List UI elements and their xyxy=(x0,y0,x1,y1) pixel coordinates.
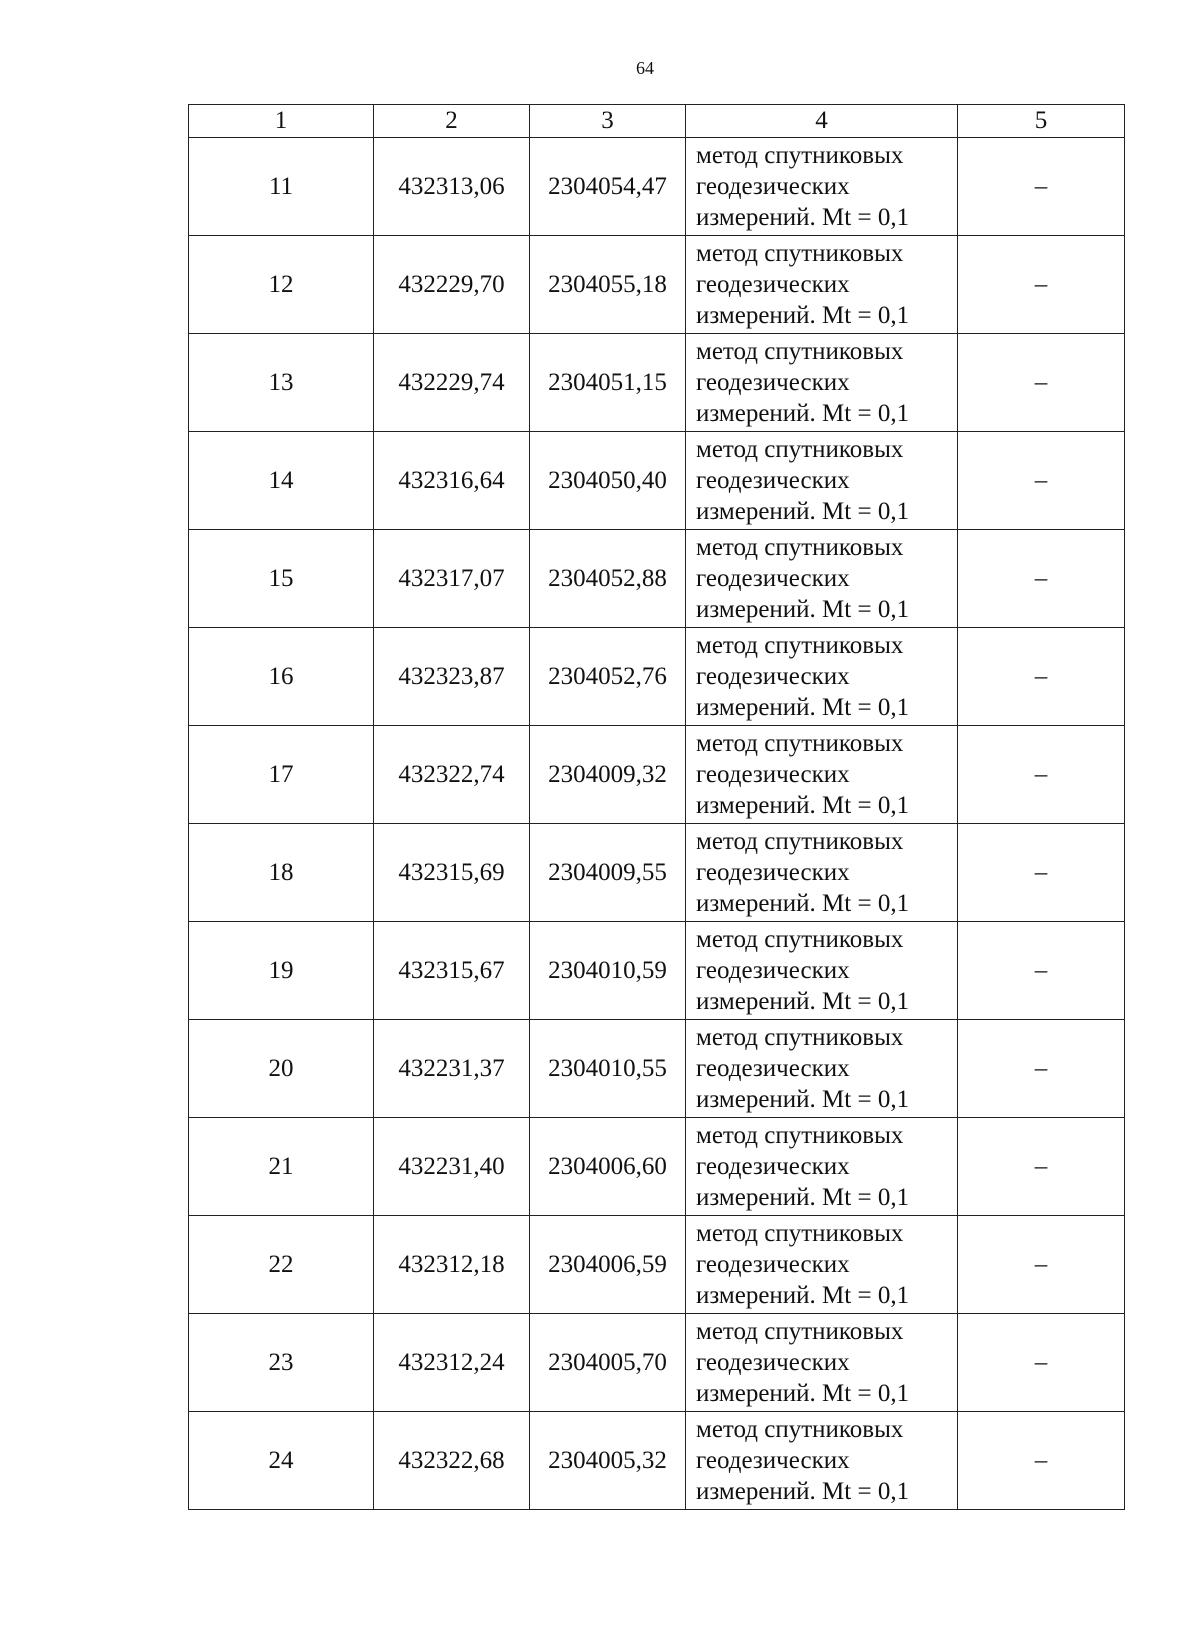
table-header xyxy=(189,105,1125,138)
method-line: измерений. Mt = 0,1 xyxy=(696,694,910,721)
header-col-3: 3 xyxy=(530,105,686,138)
note-cell: – xyxy=(958,1118,1125,1216)
method-cell xyxy=(686,432,958,530)
point-number-cell: 22 xyxy=(189,1216,374,1314)
point-number-cell: 21 xyxy=(189,1118,374,1216)
header-col-4: 4 xyxy=(686,105,958,138)
x-coordinate-cell: 432315,67 xyxy=(374,922,530,1020)
method-cell xyxy=(686,824,958,922)
x-coordinate-cell: 432323,87 xyxy=(374,628,530,726)
table-row xyxy=(189,1118,1125,1216)
header-col-1: 1 xyxy=(189,105,374,138)
method-line: геодезических xyxy=(696,565,850,592)
point-number-cell: 18 xyxy=(189,824,374,922)
method-cell xyxy=(686,236,958,334)
x-coordinate-cell: 432229,70 xyxy=(374,236,530,334)
table-row xyxy=(189,138,1125,236)
table-row xyxy=(189,726,1125,824)
note-cell: – xyxy=(958,334,1125,432)
method-cell xyxy=(686,628,958,726)
page-number: 64 xyxy=(636,58,654,78)
x-coordinate-cell: 432312,18 xyxy=(374,1216,530,1314)
y-coordinate-cell: 2304054,47 xyxy=(530,138,686,236)
method-line: метод спутниковых xyxy=(696,240,904,267)
x-coordinate-cell: 432231,37 xyxy=(374,1020,530,1118)
table-row xyxy=(189,432,1125,530)
method-line: метод спутниковых xyxy=(696,1220,904,1247)
method-line: измерений. Mt = 0,1 xyxy=(696,1184,910,1211)
header-col-2: 2 xyxy=(374,105,530,138)
method-line: геодезических xyxy=(696,1349,850,1376)
method-cell xyxy=(686,922,958,1020)
y-coordinate-cell: 2304010,55 xyxy=(530,1020,686,1118)
point-number-cell: 16 xyxy=(189,628,374,726)
method-line: метод спутниковых xyxy=(696,1318,904,1345)
y-coordinate-cell: 2304009,55 xyxy=(530,824,686,922)
method-line: геодезических xyxy=(696,1447,850,1474)
point-number-cell: 24 xyxy=(189,1412,374,1510)
method-line: метод спутниковых xyxy=(696,828,904,855)
method-line: измерений. Mt = 0,1 xyxy=(696,1282,910,1309)
method-line: измерений. Mt = 0,1 xyxy=(696,498,910,525)
method-line: геодезических xyxy=(696,173,850,200)
note-cell: – xyxy=(958,726,1125,824)
table-row xyxy=(189,922,1125,1020)
y-coordinate-cell: 2304006,60 xyxy=(530,1118,686,1216)
table-row xyxy=(189,334,1125,432)
method-line: измерений. Mt = 0,1 xyxy=(696,988,910,1015)
note-cell: – xyxy=(958,1412,1125,1510)
point-number-cell: 14 xyxy=(189,432,374,530)
method-line: метод спутниковых xyxy=(696,1416,904,1443)
y-coordinate-cell: 2304005,32 xyxy=(530,1412,686,1510)
x-coordinate-cell: 432229,74 xyxy=(374,334,530,432)
method-cell xyxy=(686,726,958,824)
table-body xyxy=(189,138,1125,1510)
note-cell: – xyxy=(958,1216,1125,1314)
method-cell xyxy=(686,334,958,432)
x-coordinate-cell: 432315,69 xyxy=(374,824,530,922)
table-row xyxy=(189,1314,1125,1412)
method-line: измерений. Mt = 0,1 xyxy=(696,596,910,623)
method-cell xyxy=(686,1314,958,1412)
method-line: измерений. Mt = 0,1 xyxy=(696,302,910,329)
method-line: метод спутниковых xyxy=(696,926,904,953)
point-number-cell: 19 xyxy=(189,922,374,1020)
note-cell: – xyxy=(958,1020,1125,1118)
method-line: метод спутниковых xyxy=(696,1122,904,1149)
y-coordinate-cell: 2304052,88 xyxy=(530,530,686,628)
method-line: геодезических xyxy=(696,761,850,788)
note-cell: – xyxy=(958,824,1125,922)
x-coordinate-cell: 432316,64 xyxy=(374,432,530,530)
method-line: геодезических xyxy=(696,1055,850,1082)
note-cell: – xyxy=(958,432,1125,530)
method-cell xyxy=(686,1020,958,1118)
method-line: измерений. Mt = 0,1 xyxy=(696,890,910,917)
note-cell: – xyxy=(958,138,1125,236)
y-coordinate-cell: 2304052,76 xyxy=(530,628,686,726)
method-cell xyxy=(686,1216,958,1314)
table-row xyxy=(189,628,1125,726)
y-coordinate-cell: 2304050,40 xyxy=(530,432,686,530)
x-coordinate-cell: 432322,68 xyxy=(374,1412,530,1510)
y-coordinate-cell: 2304005,70 xyxy=(530,1314,686,1412)
note-cell: – xyxy=(958,1314,1125,1412)
method-line: метод спутниковых xyxy=(696,338,904,365)
method-line: геодезических xyxy=(696,859,850,886)
method-line: измерений. Mt = 0,1 xyxy=(696,1478,910,1505)
y-coordinate-cell: 2304051,15 xyxy=(530,334,686,432)
note-cell: – xyxy=(958,530,1125,628)
header-col-5: 5 xyxy=(958,105,1125,138)
table-row xyxy=(189,236,1125,334)
method-cell xyxy=(686,1118,958,1216)
method-line: геодезических xyxy=(696,467,850,494)
method-line: геодезических xyxy=(696,369,850,396)
method-cell xyxy=(686,530,958,628)
method-line: измерений. Mt = 0,1 xyxy=(696,1380,910,1407)
method-line: измерений. Mt = 0,1 xyxy=(696,400,910,427)
x-coordinate-cell: 432231,40 xyxy=(374,1118,530,1216)
method-line: геодезических xyxy=(696,271,850,298)
method-line: измерений. Mt = 0,1 xyxy=(696,204,910,231)
method-line: измерений. Mt = 0,1 xyxy=(696,1086,910,1113)
x-coordinate-cell: 432317,07 xyxy=(374,530,530,628)
table-row xyxy=(189,1216,1125,1314)
y-coordinate-cell: 2304055,18 xyxy=(530,236,686,334)
method-line: геодезических xyxy=(696,663,850,690)
method-line: измерений. Mt = 0,1 xyxy=(696,792,910,819)
header-row xyxy=(189,105,1125,138)
method-line: метод спутниковых xyxy=(696,730,904,757)
table-row xyxy=(189,530,1125,628)
point-number-cell: 17 xyxy=(189,726,374,824)
x-coordinate-cell: 432312,24 xyxy=(374,1314,530,1412)
method-line: метод спутниковых xyxy=(696,142,904,169)
method-line: геодезических xyxy=(696,1153,850,1180)
method-line: метод спутниковых xyxy=(696,632,904,659)
y-coordinate-cell: 2304006,59 xyxy=(530,1216,686,1314)
note-cell: – xyxy=(958,236,1125,334)
point-number-cell: 20 xyxy=(189,1020,374,1118)
method-line: геодезических xyxy=(696,1251,850,1278)
point-number-cell: 12 xyxy=(189,236,374,334)
point-number-cell: 23 xyxy=(189,1314,374,1412)
table-row xyxy=(189,1412,1125,1510)
table-row xyxy=(189,1020,1125,1118)
y-coordinate-cell: 2304009,32 xyxy=(530,726,686,824)
point-number-cell: 11 xyxy=(189,138,374,236)
note-cell: – xyxy=(958,922,1125,1020)
point-number-cell: 13 xyxy=(189,334,374,432)
method-line: геодезических xyxy=(696,957,850,984)
method-line: метод спутниковых xyxy=(696,534,904,561)
method-line: метод спутниковых xyxy=(696,1024,904,1051)
coordinates-table xyxy=(188,104,1125,1510)
method-cell xyxy=(686,138,958,236)
x-coordinate-cell: 432313,06 xyxy=(374,138,530,236)
y-coordinate-cell: 2304010,59 xyxy=(530,922,686,1020)
point-number-cell: 15 xyxy=(189,530,374,628)
method-line: метод спутниковых xyxy=(696,436,904,463)
note-cell: – xyxy=(958,628,1125,726)
x-coordinate-cell: 432322,74 xyxy=(374,726,530,824)
method-cell xyxy=(686,1412,958,1510)
table-row xyxy=(189,824,1125,922)
